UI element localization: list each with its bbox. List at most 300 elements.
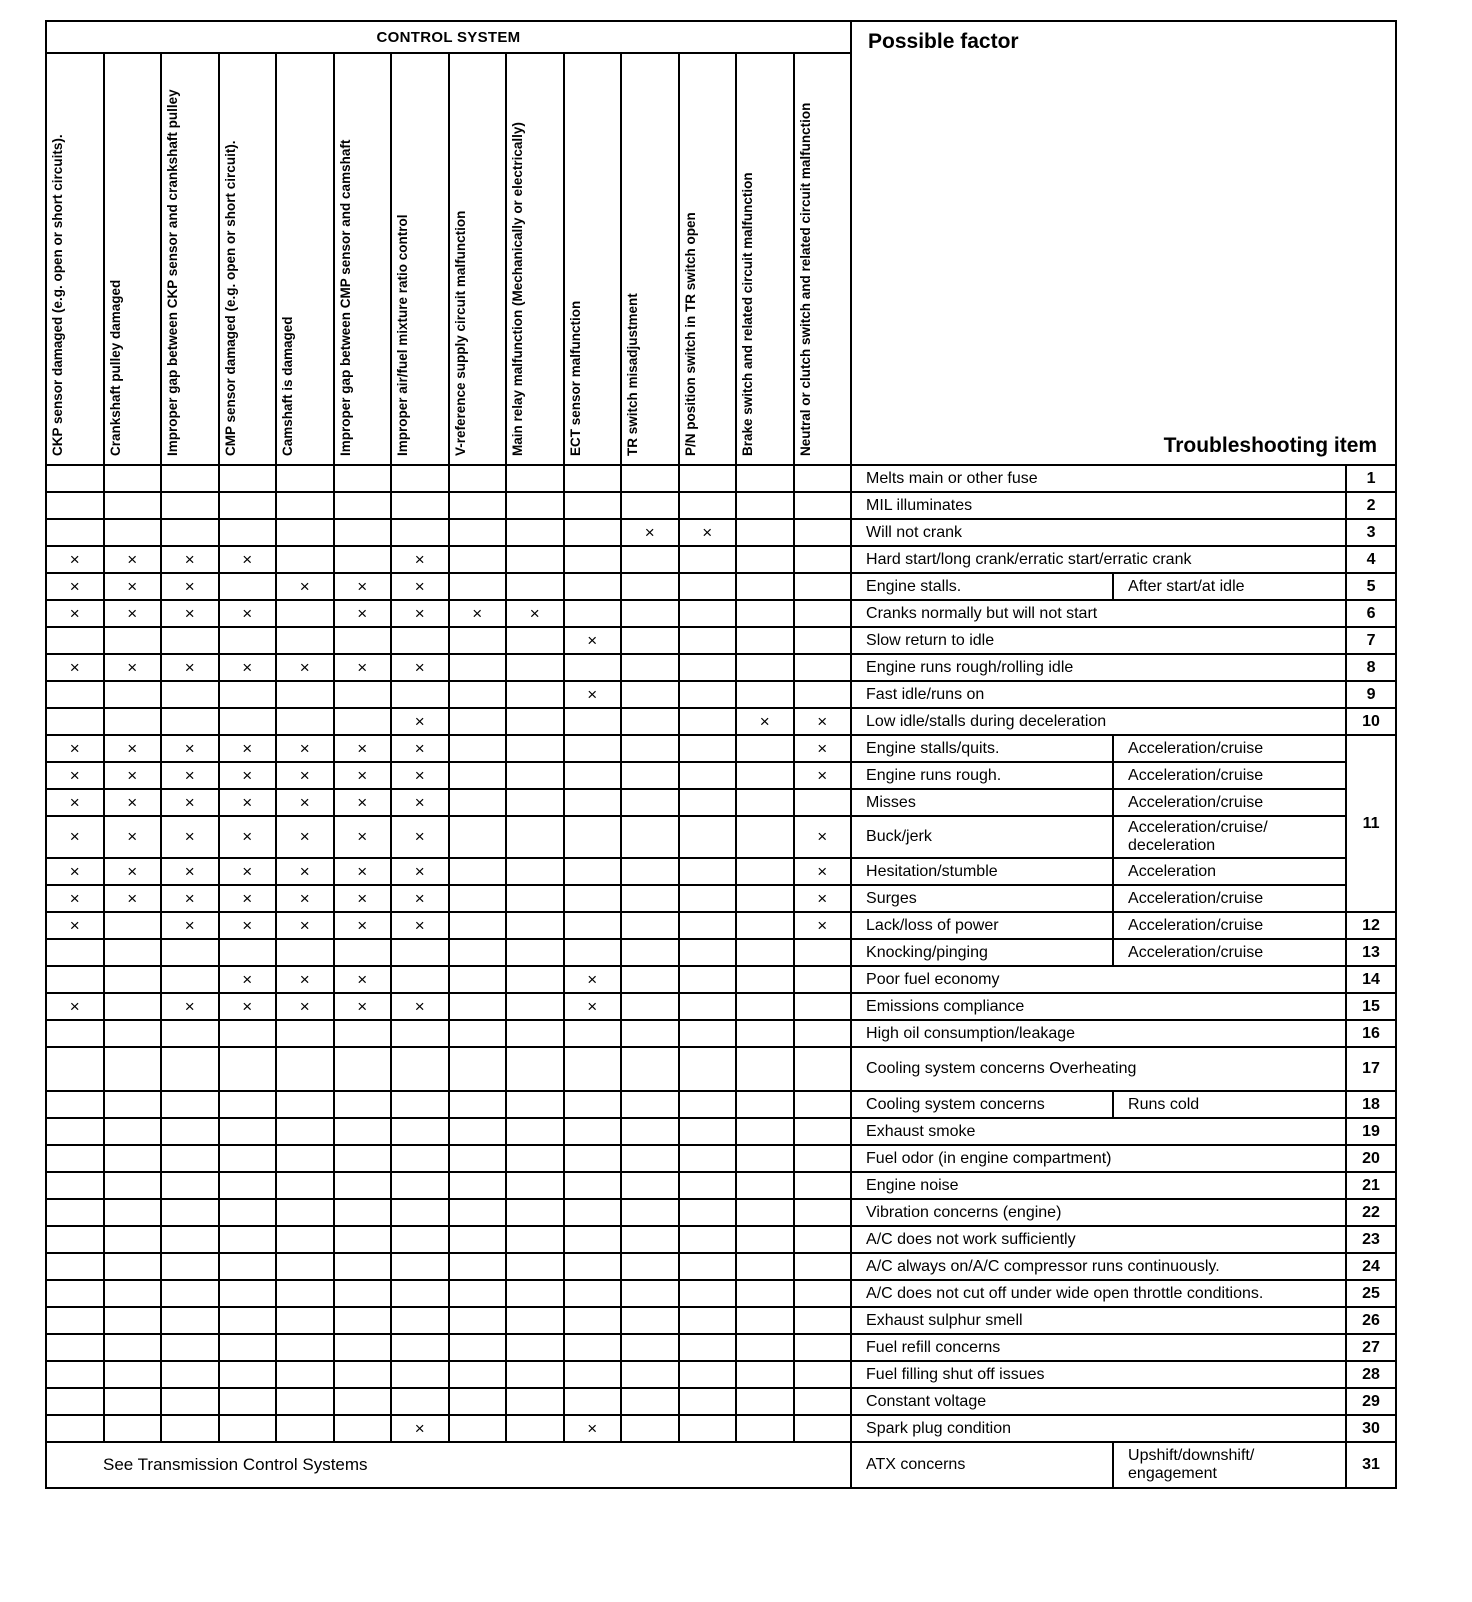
empty-cell <box>104 1047 162 1091</box>
empty-cell <box>46 966 104 993</box>
empty-cell <box>794 1307 852 1334</box>
empty-cell <box>736 1307 794 1334</box>
empty-cell <box>219 1280 277 1307</box>
empty-cell <box>506 858 564 885</box>
factor-mark: × <box>276 573 334 600</box>
table-row <box>46 939 1396 966</box>
factor-mark: × <box>391 1415 449 1442</box>
empty-cell <box>46 1091 104 1118</box>
empty-cell <box>449 1199 507 1226</box>
empty-cell <box>219 1091 277 1118</box>
empty-cell <box>621 654 679 681</box>
item-number: 24 <box>1346 1253 1396 1280</box>
factor-mark: × <box>104 858 162 885</box>
empty-cell <box>736 654 794 681</box>
factor-mark: × <box>46 600 104 627</box>
control-system-header: CONTROL SYSTEM <box>46 21 851 53</box>
empty-cell <box>564 912 622 939</box>
empty-cell <box>794 465 852 492</box>
empty-cell <box>679 1091 737 1118</box>
empty-cell <box>794 1199 852 1226</box>
empty-cell <box>506 1118 564 1145</box>
empty-cell <box>104 1361 162 1388</box>
symptom-description: Poor fuel economy <box>851 966 1346 993</box>
empty-cell <box>679 912 737 939</box>
empty-cell <box>449 1334 507 1361</box>
empty-cell <box>391 465 449 492</box>
item-number: 25 <box>1346 1280 1396 1307</box>
empty-cell <box>391 519 449 546</box>
factor-mark: × <box>276 885 334 912</box>
table-row <box>46 912 1396 939</box>
empty-cell <box>564 1334 622 1361</box>
empty-cell <box>449 1172 507 1199</box>
empty-cell <box>506 1253 564 1280</box>
empty-cell <box>506 939 564 966</box>
table-row <box>46 708 1396 735</box>
empty-cell <box>736 993 794 1020</box>
item-number: 23 <box>1346 1226 1396 1253</box>
factor-mark: × <box>161 600 219 627</box>
empty-cell <box>46 1047 104 1091</box>
empty-cell <box>564 858 622 885</box>
item-number: 13 <box>1346 939 1396 966</box>
factor-mark: × <box>276 858 334 885</box>
empty-cell <box>46 1334 104 1361</box>
factor-mark: × <box>621 519 679 546</box>
empty-cell <box>564 1361 622 1388</box>
factor-mark: × <box>334 600 392 627</box>
factor-mark: × <box>679 519 737 546</box>
factor-mark: × <box>161 858 219 885</box>
empty-cell <box>506 816 564 858</box>
column-header-label: ECT sensor malfunction <box>567 300 583 456</box>
empty-cell <box>449 681 507 708</box>
empty-cell <box>679 1388 737 1415</box>
empty-cell <box>621 1172 679 1199</box>
empty-cell <box>334 492 392 519</box>
empty-cell <box>621 1118 679 1145</box>
symptom-condition: Acceleration/cruise/ deceleration <box>1113 816 1346 858</box>
empty-cell <box>621 1020 679 1047</box>
empty-cell <box>506 1091 564 1118</box>
empty-cell <box>276 681 334 708</box>
empty-cell <box>276 600 334 627</box>
empty-cell <box>621 708 679 735</box>
empty-cell <box>736 465 794 492</box>
factor-mark: × <box>219 600 277 627</box>
empty-cell <box>679 858 737 885</box>
empty-cell <box>46 627 104 654</box>
empty-cell <box>679 993 737 1020</box>
empty-cell <box>794 1388 852 1415</box>
empty-cell <box>219 1388 277 1415</box>
empty-cell <box>621 762 679 789</box>
empty-cell <box>391 492 449 519</box>
empty-cell <box>736 966 794 993</box>
factor-mark: × <box>391 885 449 912</box>
empty-cell <box>794 1118 852 1145</box>
column-header-label: Camshaft is damaged <box>280 316 295 456</box>
factor-mark: × <box>46 885 104 912</box>
symptom-description: Engine stalls/quits. <box>851 735 1113 762</box>
empty-cell <box>679 627 737 654</box>
table-row-atx <box>46 1442 1396 1488</box>
empty-cell <box>391 1091 449 1118</box>
empty-cell <box>219 1415 277 1442</box>
empty-cell <box>276 1226 334 1253</box>
factor-mark: × <box>46 654 104 681</box>
troubleshooting-matrix <box>45 20 1395 1489</box>
item-number: 10 <box>1346 708 1396 735</box>
empty-cell <box>679 1118 737 1145</box>
empty-cell <box>46 1388 104 1415</box>
symptom-description: Exhaust smoke <box>851 1118 1346 1145</box>
empty-cell <box>621 1145 679 1172</box>
factor-mark: × <box>794 762 852 789</box>
table-row <box>46 735 1396 762</box>
item-number: 31 <box>1346 1442 1396 1488</box>
empty-cell <box>276 546 334 573</box>
symptom-description: Engine runs rough. <box>851 762 1113 789</box>
table-row <box>46 816 1396 858</box>
empty-cell <box>46 1020 104 1047</box>
empty-cell <box>564 492 622 519</box>
empty-cell <box>46 1361 104 1388</box>
item-number: 16 <box>1346 1020 1396 1047</box>
factor-mark: × <box>334 885 392 912</box>
empty-cell <box>794 789 852 816</box>
empty-cell <box>161 1334 219 1361</box>
column-header <box>46 53 104 465</box>
empty-cell <box>334 1020 392 1047</box>
symptom-description: Cooling system concerns Overheating <box>851 1047 1346 1091</box>
empty-cell <box>736 1361 794 1388</box>
empty-cell <box>621 1361 679 1388</box>
empty-cell <box>506 912 564 939</box>
empty-cell <box>679 546 737 573</box>
empty-cell <box>276 1091 334 1118</box>
symptom-condition: Acceleration <box>1113 858 1346 885</box>
empty-cell <box>161 1172 219 1199</box>
factor-mark: × <box>794 912 852 939</box>
empty-cell <box>621 1280 679 1307</box>
column-header-label: CKP sensor damaged (e.g. open or short circuits). <box>50 134 65 456</box>
factor-mark: × <box>391 735 449 762</box>
factor-mark: × <box>334 912 392 939</box>
empty-cell <box>621 1307 679 1334</box>
factor-mark: × <box>161 762 219 789</box>
see-transmission-note: See Transmission Control Systems <box>46 1442 851 1488</box>
factor-mark: × <box>334 735 392 762</box>
empty-cell <box>449 735 507 762</box>
column-header <box>794 53 852 465</box>
item-number: 18 <box>1346 1091 1396 1118</box>
item-number: 29 <box>1346 1388 1396 1415</box>
table-row <box>46 546 1396 573</box>
empty-cell <box>449 966 507 993</box>
column-header-label: Brake switch and related circuit malfunction <box>740 172 755 456</box>
empty-cell <box>736 1091 794 1118</box>
empty-cell <box>621 1334 679 1361</box>
empty-cell <box>736 858 794 885</box>
item-number: 7 <box>1346 627 1396 654</box>
empty-cell <box>276 1172 334 1199</box>
empty-cell <box>736 762 794 789</box>
empty-cell <box>276 1280 334 1307</box>
empty-cell <box>736 789 794 816</box>
empty-cell <box>449 1415 507 1442</box>
empty-cell <box>736 1334 794 1361</box>
empty-cell <box>276 492 334 519</box>
table-row <box>46 1415 1396 1442</box>
empty-cell <box>449 465 507 492</box>
symptom-description: Fuel odor (in engine compartment) <box>851 1145 1346 1172</box>
column-header-label: Improper gap between CMP sensor and camshaft <box>337 139 353 456</box>
empty-cell <box>104 1415 162 1442</box>
empty-cell <box>161 1307 219 1334</box>
table-row <box>46 600 1396 627</box>
factor-mark: × <box>46 573 104 600</box>
empty-cell <box>506 492 564 519</box>
factor-mark: × <box>104 546 162 573</box>
factor-mark: × <box>391 654 449 681</box>
factor-mark: × <box>391 993 449 1020</box>
symptom-condition: After start/at idle <box>1113 573 1346 600</box>
empty-cell <box>506 1226 564 1253</box>
symptom-description: Buck/jerk <box>851 816 1113 858</box>
empty-cell <box>161 465 219 492</box>
column-header <box>621 53 679 465</box>
item-number: 4 <box>1346 546 1396 573</box>
empty-cell <box>621 885 679 912</box>
column-header-label: Main relay malfunction (Mechanically or electrically) <box>510 122 525 456</box>
empty-cell <box>736 492 794 519</box>
factor-mark: × <box>449 600 507 627</box>
empty-cell <box>334 519 392 546</box>
factor-mark: × <box>219 654 277 681</box>
column-header <box>334 53 392 465</box>
factor-mark: × <box>334 573 392 600</box>
factor-mark: × <box>391 789 449 816</box>
empty-cell <box>679 762 737 789</box>
empty-cell <box>449 492 507 519</box>
empty-cell <box>679 789 737 816</box>
empty-cell <box>621 1415 679 1442</box>
empty-cell <box>794 519 852 546</box>
table-row <box>46 681 1396 708</box>
column-header <box>219 53 277 465</box>
factor-mark: × <box>219 762 277 789</box>
empty-cell <box>794 993 852 1020</box>
empty-cell <box>219 681 277 708</box>
symptom-description: Cooling system concerns <box>851 1091 1113 1118</box>
empty-cell <box>449 1253 507 1280</box>
empty-cell <box>794 1020 852 1047</box>
empty-cell <box>506 1172 564 1199</box>
empty-cell <box>276 1047 334 1091</box>
empty-cell <box>736 1020 794 1047</box>
empty-cell <box>449 1145 507 1172</box>
empty-cell <box>564 573 622 600</box>
item-number: 12 <box>1346 912 1396 939</box>
table-row <box>46 1253 1396 1280</box>
column-header <box>506 53 564 465</box>
empty-cell <box>679 1047 737 1091</box>
factor-mark: × <box>46 816 104 858</box>
empty-cell <box>564 708 622 735</box>
empty-cell <box>46 1253 104 1280</box>
column-header-label: Improper gap between CKP sensor and crankshaft pulley <box>165 89 180 456</box>
empty-cell <box>276 1361 334 1388</box>
empty-cell <box>506 1020 564 1047</box>
factor-mark: × <box>104 735 162 762</box>
empty-cell <box>104 492 162 519</box>
empty-cell <box>794 1047 852 1091</box>
empty-cell <box>794 546 852 573</box>
factor-mark: × <box>161 654 219 681</box>
empty-cell <box>506 966 564 993</box>
symptom-description: MIL illuminates <box>851 492 1346 519</box>
empty-cell <box>449 789 507 816</box>
empty-cell <box>391 1145 449 1172</box>
empty-cell <box>679 1253 737 1280</box>
empty-cell <box>564 1280 622 1307</box>
table-row <box>46 1020 1396 1047</box>
empty-cell <box>679 1020 737 1047</box>
empty-cell <box>794 654 852 681</box>
factor-mark: × <box>161 573 219 600</box>
empty-cell <box>736 1047 794 1091</box>
empty-cell <box>161 939 219 966</box>
factor-mark: × <box>334 993 392 1020</box>
item-number: 9 <box>1346 681 1396 708</box>
empty-cell <box>276 1145 334 1172</box>
empty-cell <box>161 681 219 708</box>
factor-mark: × <box>736 708 794 735</box>
empty-cell <box>449 762 507 789</box>
empty-cell <box>104 1172 162 1199</box>
empty-cell <box>276 627 334 654</box>
empty-cell <box>391 1118 449 1145</box>
empty-cell <box>679 708 737 735</box>
factor-mark: × <box>219 858 277 885</box>
empty-cell <box>104 1118 162 1145</box>
symptom-description: Fast idle/runs on <box>851 681 1346 708</box>
empty-cell <box>506 762 564 789</box>
empty-cell <box>794 966 852 993</box>
empty-cell <box>104 708 162 735</box>
empty-cell <box>679 939 737 966</box>
symptom-condition: Acceleration/cruise <box>1113 789 1346 816</box>
empty-cell <box>334 465 392 492</box>
empty-cell <box>449 1091 507 1118</box>
empty-cell <box>334 1388 392 1415</box>
factor-mark: × <box>219 912 277 939</box>
item-number: 26 <box>1346 1307 1396 1334</box>
empty-cell <box>46 1226 104 1253</box>
empty-cell <box>161 492 219 519</box>
empty-cell <box>334 939 392 966</box>
empty-cell <box>276 465 334 492</box>
empty-cell <box>161 1145 219 1172</box>
empty-cell <box>276 1020 334 1047</box>
empty-cell <box>276 1253 334 1280</box>
empty-cell <box>334 1047 392 1091</box>
empty-cell <box>736 1388 794 1415</box>
factor-mark: × <box>276 993 334 1020</box>
empty-cell <box>161 1118 219 1145</box>
empty-cell <box>794 1361 852 1388</box>
empty-cell <box>334 546 392 573</box>
factor-mark: × <box>564 1415 622 1442</box>
empty-cell <box>679 681 737 708</box>
symptom-description: Constant voltage <box>851 1388 1346 1415</box>
factor-mark: × <box>334 654 392 681</box>
empty-cell <box>276 1118 334 1145</box>
empty-cell <box>736 1226 794 1253</box>
empty-cell <box>621 1388 679 1415</box>
factor-header-cell <box>851 21 1396 465</box>
empty-cell <box>449 1307 507 1334</box>
factor-mark: × <box>219 546 277 573</box>
empty-cell <box>449 1226 507 1253</box>
symptom-condition: Acceleration/cruise <box>1113 939 1346 966</box>
empty-cell <box>104 1091 162 1118</box>
symptom-description: Fuel refill concerns <box>851 1334 1346 1361</box>
symptom-description: Engine noise <box>851 1172 1346 1199</box>
factor-mark: × <box>46 858 104 885</box>
empty-cell <box>46 1280 104 1307</box>
empty-cell <box>449 573 507 600</box>
empty-cell <box>104 1199 162 1226</box>
factor-mark: × <box>219 993 277 1020</box>
empty-cell <box>334 1199 392 1226</box>
empty-cell <box>334 1280 392 1307</box>
empty-cell <box>334 1226 392 1253</box>
empty-cell <box>564 735 622 762</box>
empty-cell <box>219 1361 277 1388</box>
empty-cell <box>679 573 737 600</box>
column-header-label: Improper air/fuel mixture ratio control <box>395 214 410 456</box>
symptom-description: Misses <box>851 789 1113 816</box>
factor-mark: × <box>334 966 392 993</box>
empty-cell <box>506 1199 564 1226</box>
empty-cell <box>679 1172 737 1199</box>
factor-mark: × <box>391 762 449 789</box>
empty-cell <box>794 1091 852 1118</box>
empty-cell <box>506 1334 564 1361</box>
empty-cell <box>334 1415 392 1442</box>
table-row <box>46 966 1396 993</box>
empty-cell <box>104 1280 162 1307</box>
factor-mark: × <box>161 789 219 816</box>
table-row <box>46 1118 1396 1145</box>
empty-cell <box>449 816 507 858</box>
empty-cell <box>391 1226 449 1253</box>
empty-cell <box>161 1199 219 1226</box>
factor-mark: × <box>794 735 852 762</box>
factor-mark: × <box>161 912 219 939</box>
empty-cell <box>621 465 679 492</box>
empty-cell <box>679 1361 737 1388</box>
empty-cell <box>334 681 392 708</box>
empty-cell <box>276 1388 334 1415</box>
factor-mark: × <box>104 816 162 858</box>
empty-cell <box>794 1226 852 1253</box>
factor-mark: × <box>46 762 104 789</box>
empty-cell <box>276 1415 334 1442</box>
